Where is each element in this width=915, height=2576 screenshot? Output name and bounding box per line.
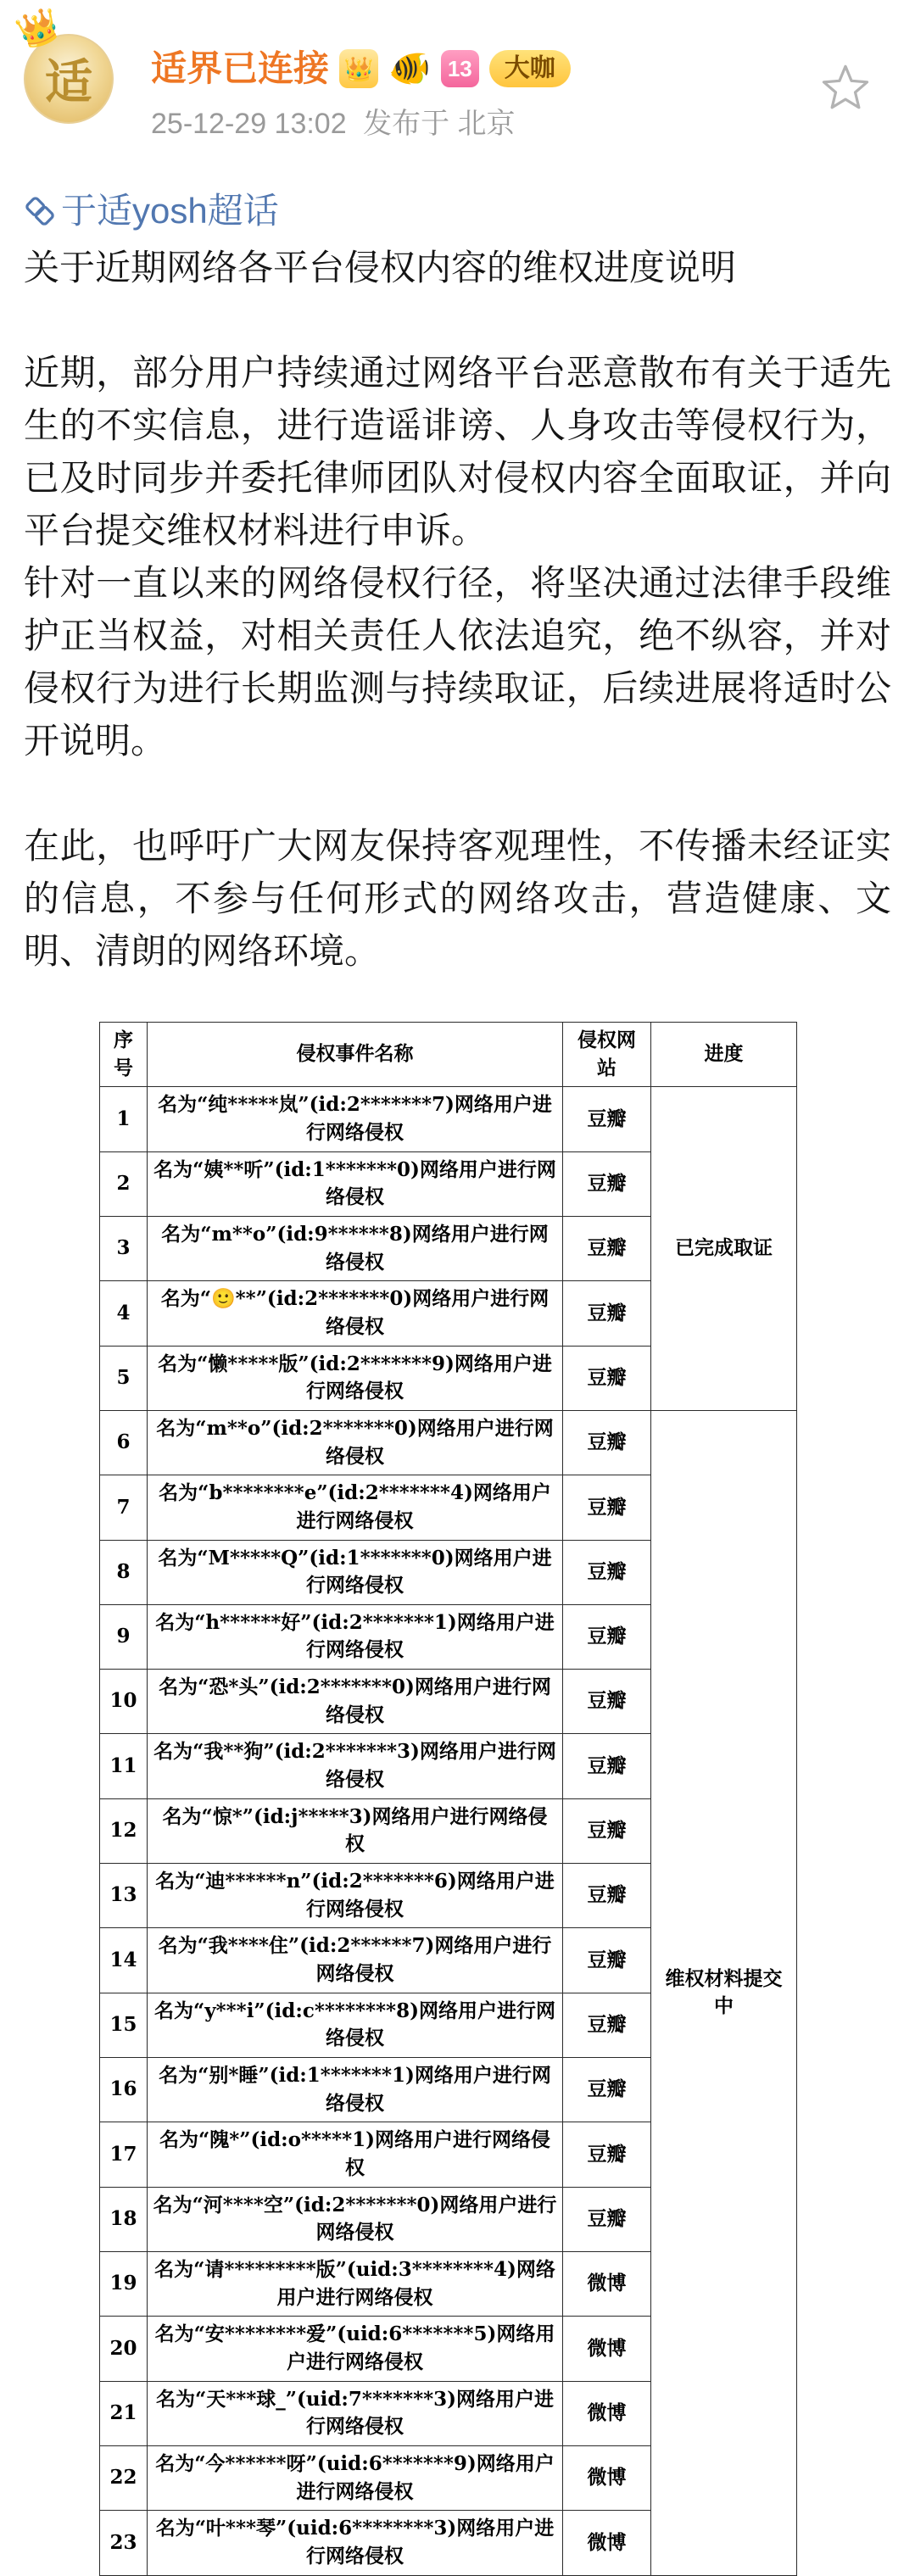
cell-event-name: 名为“m**o”(id:9******8)网络用户进行网络侵权 bbox=[148, 1216, 563, 1280]
cell-serial: 10 bbox=[100, 1670, 148, 1734]
cell-site: 豆瓣 bbox=[563, 1670, 651, 1734]
cell-serial: 4 bbox=[100, 1281, 148, 1346]
cell-serial: 18 bbox=[100, 2187, 148, 2251]
cell-site: 豆瓣 bbox=[563, 1410, 651, 1475]
cell-serial: 17 bbox=[100, 2122, 148, 2187]
cell-site: 豆瓣 bbox=[563, 1151, 651, 1216]
cell-event-name: 名为“天***球_”(uid:7*******3)网络用户进行网络侵权 bbox=[148, 2381, 563, 2445]
avatar-glyph: 适 bbox=[45, 54, 92, 110]
paragraph-3: 在此，也呼吁广大网友保持客观理性，不传播未经证实的信息，不参与任何形式的网络攻击，营造健康、文明、清朗的网络环境。 bbox=[24, 826, 891, 971]
cell-event-name: 名为“我**狗”(id:2*******3)网络用户进行网络侵权 bbox=[148, 1734, 563, 1798]
cell-site: 豆瓣 bbox=[563, 2122, 651, 2187]
cell-site: 微博 bbox=[563, 2381, 651, 2445]
cell-serial: 2 bbox=[100, 1151, 148, 1216]
favorite-star-icon[interactable] bbox=[822, 63, 869, 110]
cell-event-name: 名为“隗*”(id:o*****1)网络用户进行网络侵权 bbox=[148, 2122, 563, 2187]
supertopic-line bbox=[24, 185, 891, 242]
paragraph-1: 近期，部分用户持续通过网络平台恶意散布有关于适先生的不实信息，进行造谣诽谤、人身攻击等侵权行为，已及时同步并委托律师团队对侵权内容全面取证，并向平台提交维权材料进行申诉。 bbox=[24, 353, 891, 550]
cell-site: 豆瓣 bbox=[563, 1864, 651, 1928]
paragraph-2: 针对一直以来的网络侵权行径，将坚决通过法律手段维护正当权益，对相关责任人依法追究，绝不纵容，并对侵权行为进行长期监测与持续取证，后续进展将适时公开说明。 bbox=[24, 563, 891, 761]
cell-site: 豆瓣 bbox=[563, 1993, 651, 2057]
cell-event-name: 名为“h******好”(id:2*******1)网络用户进行网络侵权 bbox=[148, 1604, 563, 1669]
cell-event-name: 名为“🙂**”(id:2*******0)网络用户进行网络侵权 bbox=[148, 1281, 563, 1346]
cell-event-name: 名为“惊*”(id:j*****3)网络用户进行网络侵权 bbox=[148, 1798, 563, 1863]
cell-site: 豆瓣 bbox=[563, 1604, 651, 1669]
cell-site: 微博 bbox=[563, 2317, 651, 2381]
crown-decor-icon: 👑 bbox=[12, 3, 65, 54]
cell-serial: 12 bbox=[100, 1798, 148, 1863]
cell-site: 豆瓣 bbox=[563, 2058, 651, 2122]
cell-event-name: 名为“y***i”(id:c********8)网络用户进行网络侵权 bbox=[148, 1993, 563, 2057]
infringement-table-image[interactable] bbox=[99, 1022, 796, 2576]
cell-event-name: 名为“安********爱”(uid:6*******5)网络用户进行网络侵权 bbox=[148, 2317, 563, 2381]
cell-site: 微博 bbox=[563, 2445, 651, 2510]
timestamp: 25-12-29 13:02 bbox=[151, 108, 347, 141]
cell-event-name: 名为“懒*****版”(id:2*******9)网络用户进行网络侵权 bbox=[148, 1346, 563, 1410]
supertopic-label: 于适yosh超话 bbox=[61, 191, 279, 231]
cell-serial: 11 bbox=[100, 1734, 148, 1798]
cell-event-name: 名为“迪******n”(id:2*******6)网络用户进行网络侵权 bbox=[148, 1864, 563, 1928]
table-row bbox=[100, 1410, 797, 1475]
cell-event-name: 名为“别*睡”(id:1*******1)网络用户进行网络侵权 bbox=[148, 2058, 563, 2122]
level-badge[interactable]: 13 bbox=[441, 50, 479, 87]
cell-event-name: 名为“今******呀”(uid:6*******9)网络用户进行网络侵权 bbox=[148, 2445, 563, 2510]
cell-event-name: 名为“M*****Q”(id:1*******0)网络用户进行网络侵权 bbox=[148, 1540, 563, 1604]
header-event-name: 侵权事件名称 bbox=[148, 1023, 563, 1087]
cell-site: 豆瓣 bbox=[563, 1281, 651, 1346]
cell-serial: 1 bbox=[100, 1087, 148, 1151]
publish-location: 发布于 北京 bbox=[363, 108, 516, 141]
cell-event-name: 名为“b********e”(id:2*******4)网络用户进行网络侵权 bbox=[148, 1475, 563, 1540]
cell-serial: 20 bbox=[100, 2317, 148, 2381]
cell-serial: 7 bbox=[100, 1475, 148, 1540]
cell-serial: 9 bbox=[100, 1604, 148, 1669]
cell-site: 豆瓣 bbox=[563, 1734, 651, 1798]
username[interactable]: 适界已连接 bbox=[151, 48, 330, 88]
cell-event-name: 名为“请*********版”(uid:3********4)网络用户进行网络侵权 bbox=[148, 2251, 563, 2316]
header-progress: 进度 bbox=[651, 1023, 797, 1087]
cell-event-name: 名为“纯*****岚”(id:2*******7)网络用户进行网络侵权 bbox=[148, 1087, 563, 1151]
daka-badge[interactable]: 大咖 bbox=[489, 50, 571, 87]
cell-site: 豆瓣 bbox=[563, 1087, 651, 1151]
cell-serial: 23 bbox=[100, 2511, 148, 2575]
cell-site: 豆瓣 bbox=[563, 2187, 651, 2251]
post-body bbox=[0, 161, 915, 978]
cell-progress: 维权材料提交中 bbox=[651, 1410, 797, 2575]
cell-serial: 13 bbox=[100, 1864, 148, 1928]
cell-progress: 已完成取证 bbox=[651, 1087, 797, 1411]
table-row bbox=[100, 1087, 797, 1151]
cell-serial: 15 bbox=[100, 1993, 148, 2057]
cell-site: 豆瓣 bbox=[563, 1540, 651, 1604]
cell-serial: 16 bbox=[100, 2058, 148, 2122]
fish-badge-icon[interactable]: 🐠 bbox=[388, 50, 431, 88]
cell-event-name: 名为“姨**听”(id:1*******0)网络用户进行网络侵权 bbox=[148, 1151, 563, 1216]
supertopic-link[interactable] bbox=[24, 185, 279, 237]
cell-event-name: 名为“恐*头”(id:2*******0)网络用户进行网络侵权 bbox=[148, 1670, 563, 1734]
post-meta bbox=[151, 100, 891, 142]
cell-site: 豆瓣 bbox=[563, 1346, 651, 1410]
infringement-table bbox=[99, 1022, 797, 2576]
cell-serial: 3 bbox=[100, 1216, 148, 1280]
table-header-row bbox=[100, 1023, 797, 1087]
header-site: 侵权网站 bbox=[563, 1023, 651, 1087]
cell-serial: 8 bbox=[100, 1540, 148, 1604]
cell-serial: 5 bbox=[100, 1346, 148, 1410]
cell-serial: 19 bbox=[100, 2251, 148, 2316]
cell-event-name: 名为“叶***琴”(uid:6********3)网络用户进行网络侵权 bbox=[148, 2511, 563, 2575]
cell-serial: 6 bbox=[100, 1410, 148, 1475]
cell-serial: 14 bbox=[100, 1928, 148, 1993]
post-title: 关于近期网络各平台侵权内容的维权进度说明 bbox=[24, 248, 737, 287]
avatar[interactable] bbox=[12, 3, 114, 124]
cell-event-name: 名为“m**o”(id:2*******0)网络用户进行网络侵权 bbox=[148, 1410, 563, 1475]
crown-badge[interactable]: 👑 bbox=[339, 49, 378, 88]
cell-site: 微博 bbox=[563, 2511, 651, 2575]
cell-site: 豆瓣 bbox=[563, 1216, 651, 1280]
cell-serial: 21 bbox=[100, 2381, 148, 2445]
supertopic-icon bbox=[24, 195, 56, 227]
name-row bbox=[151, 37, 891, 88]
infringement-table-body bbox=[100, 1087, 797, 2575]
cell-site: 豆瓣 bbox=[563, 1798, 651, 1863]
cell-site: 微博 bbox=[563, 2251, 651, 2316]
cell-event-name: 名为“河****空”(id:2*******0)网络用户进行网络侵权 bbox=[148, 2187, 563, 2251]
cell-serial: 22 bbox=[100, 2445, 148, 2510]
cell-site: 豆瓣 bbox=[563, 1928, 651, 1993]
cell-site: 豆瓣 bbox=[563, 1475, 651, 1540]
cell-event-name: 名为“我****住”(id:2******7)网络用户进行网络侵权 bbox=[148, 1928, 563, 1993]
header-serial: 序号 bbox=[100, 1023, 148, 1087]
post-header bbox=[0, 0, 915, 161]
